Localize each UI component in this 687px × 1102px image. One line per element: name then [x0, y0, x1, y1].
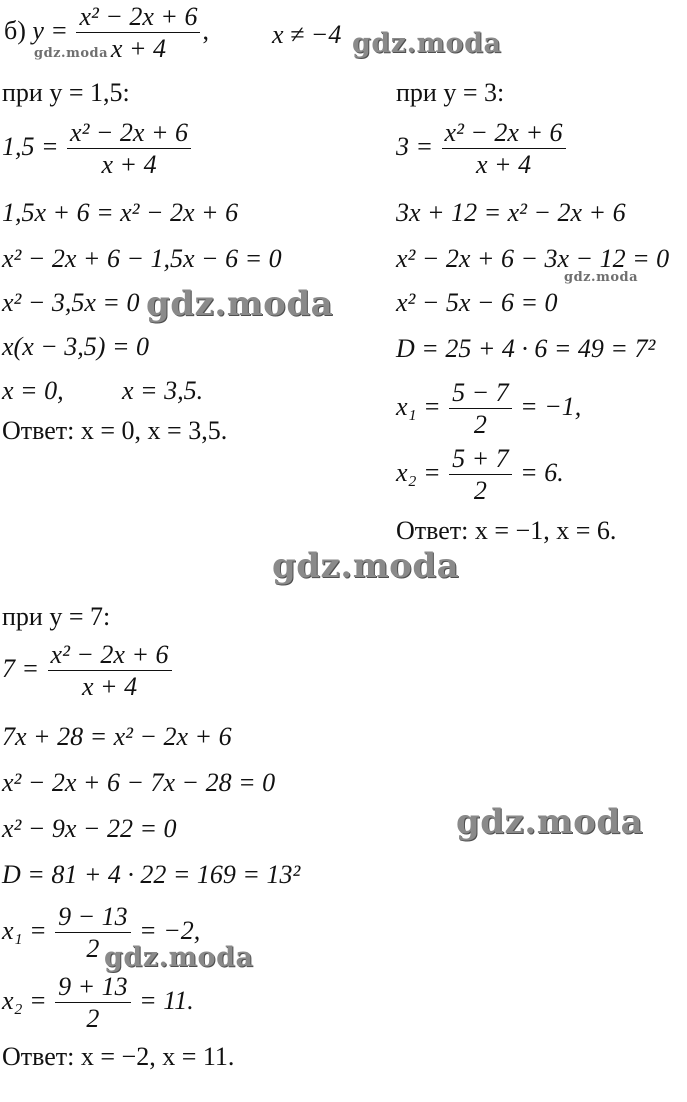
left-equation-3: x² − 2x + 6 − 1,5x − 6 = 0 — [2, 244, 282, 273]
bottom-title: при y = 7: — [2, 602, 111, 631]
domain-condition-text: x ≠ −4 — [272, 20, 342, 49]
right-answer: Ответ: x = −1, x = 6. — [396, 516, 617, 545]
right-equation-4: x² − 5x − 6 = 0 — [396, 288, 558, 317]
left-equation-5: x(x − 3,5) = 0 — [2, 332, 149, 361]
left-equation-1: 1,5 = $\frac{\text{x² − 2x + 6}}{x + 4}$ — [2, 120, 193, 178]
bottom-equation-2: 7x + 28 = x² − 2x + 6 — [2, 722, 232, 751]
right-equation-1: 3 = $\frac{\text{x² − 2x + 6}}{x + 4}$ — [396, 120, 568, 178]
right-title: при y = 3: — [396, 78, 505, 107]
bottom-answer: Ответ: x = −2, x = 11. — [2, 1042, 235, 1071]
left-equation-2: 1,5x + 6 = x² − 2x + 6 — [2, 198, 239, 227]
bottom-root-2: x₂ = $\frac{9 + 13}{2}$ = 11. — [2, 972, 194, 1033]
bottom-fraction: $\frac{\text{x² − 2x + 6}}{x + 4}$ — [48, 642, 172, 700]
watermark: gdz.moda — [272, 546, 460, 586]
right-equation-3: x² − 2x + 6 − 3x − 12 = 0 — [396, 244, 670, 273]
right-fraction: $\frac{\text{x² − 2x + 6}}{x + 4}$ — [442, 120, 566, 178]
watermark: gdz.moda — [564, 270, 639, 285]
left-title: при y = 1,5: — [2, 78, 130, 107]
left-roots-a: x = 0, — [2, 376, 64, 405]
bottom-equation-1: 7 = $\frac{\text{x² − 2x + 6}}{x + 4}$ — [2, 642, 174, 700]
watermark: gdz.moda — [146, 284, 334, 324]
bottom-equation-4: x² − 9x − 22 = 0 — [2, 814, 177, 843]
fraction-denominator: x + 4 — [76, 32, 200, 62]
watermark: gdz.moda — [34, 46, 109, 61]
left-fraction: $\frac{\text{x² − 2x + 6}}{x + 4}$ — [67, 120, 191, 178]
watermark: gdz.moda — [352, 28, 502, 59]
domain-condition — [272, 22, 341, 48]
fraction-numerator: x² − 2x + 6 — [79, 2, 198, 31]
right-discriminant: D = 25 + 4 · 6 = 49 = 7² — [396, 334, 656, 363]
watermark: gdz.moda — [104, 942, 254, 973]
right-root-1: x₁ = $\frac{5 - 7}{2}$ = −1, — [396, 378, 582, 439]
task-label: б) — [4, 15, 26, 45]
bottom-discriminant: D = 81 + 4 · 22 = 169 = 13² — [2, 860, 301, 889]
left-equation-4: x² − 3,5x = 0 — [2, 288, 140, 317]
bottom-equation-3: x² − 2x + 6 − 7x − 28 = 0 — [2, 768, 276, 797]
watermark: gdz.moda — [456, 802, 644, 842]
function-lhs: y = — [32, 15, 68, 45]
left-roots-b: x = 3,5. — [122, 376, 204, 405]
comma: , — [202, 15, 209, 45]
bottom-root-1: x₁ = $\frac{9 - 13}{2}$ = −2, — [2, 902, 201, 963]
right-root-2: x₂ = $\frac{5 + 7}{2}$ = 6. — [396, 444, 564, 505]
right-equation-2: 3x + 12 = x² − 2x + 6 — [396, 198, 626, 227]
left-answer: Ответ: x = 0, x = 3,5. — [2, 416, 228, 445]
